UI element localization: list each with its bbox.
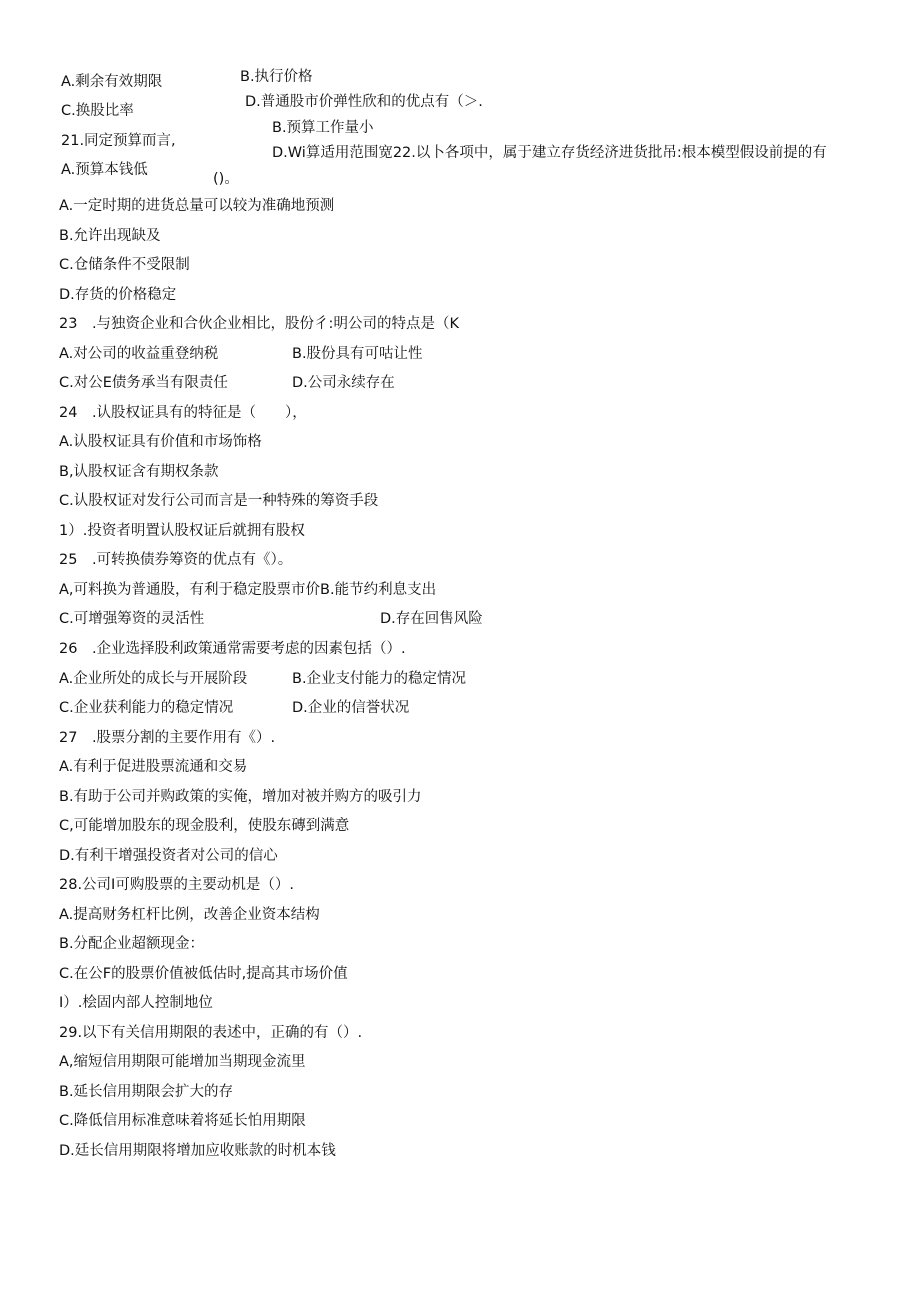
q22-option-d: D.存货的价格稳定 (59, 287, 177, 303)
q28-stem: 28.公司I可购股票的主要动机是（）. (59, 877, 294, 893)
q22-option-b: B.允许出现缺及 (59, 228, 161, 244)
q26-option-d: D.企业的信誉状况 (292, 700, 410, 716)
option-d-wide-scope-q22-stem: D.Wi算适用范围宽22.以卜各项中，属于建立存货经济进货批吊:根本模型假设前提的有 (272, 145, 827, 161)
q27-option-b: B.有助于公司并购政策的实俺，增加对被并购方的吸引力 (59, 789, 422, 805)
q24-stem: 24 .认股权证具有的特征是（ ）， (59, 405, 307, 421)
q25-option-ab: A,可料换为普通股，有利于稳定股票市价B.能节约利息支出 (59, 582, 437, 598)
q28-option-b: B.分配企业超额现金： (59, 936, 205, 952)
q25-option-d: D.存在回售风险 (380, 611, 483, 627)
q27-option-d: D.有利干增强投资者对公司的信心 (59, 848, 278, 864)
q25-stem: 25 .可转换债券筹资的优点有《）。 (59, 552, 293, 568)
q23-option-a: A.对公司的收益重登纳税 (59, 346, 219, 362)
q28-option-a: A.提高财务杠杆比例，改善企业资本结构 (59, 907, 320, 923)
q24-option-c: C.认股权证对发行公司而言是一种特殊的筹资手段 (59, 493, 379, 509)
q25-option-c: C.可增强筹资的灵活性 (59, 611, 205, 627)
option-b-workload: B.预算工作量小 (272, 120, 374, 136)
q28-option-d: I）.桧固内部人控制地位 (59, 995, 213, 1011)
q29-option-c: C.降低信用标准意味着将延长怕用期限 (59, 1113, 306, 1129)
q24-option-a: A.认股权证具有价值和市场饰格 (59, 434, 262, 450)
q24-option-b: B,认股权证含有期权条款 (59, 464, 219, 480)
q29-option-d: D.廷长信用期限将增加应收账款的时机本钱 (59, 1143, 336, 1159)
q23-option-c: C.对公E债务承当有限责任 (59, 375, 228, 391)
option-c-conversion-ratio: C.换股比率 (61, 103, 134, 119)
q22-option-a: A.一定时期的进货总量可以较为准确地预测 (59, 198, 335, 214)
question-22-parenthesis: ()。 (213, 171, 239, 187)
option-d-stock-price: D.普通股市价弹性欣和的优点有（＞. (245, 94, 483, 110)
option-b-exercise-price: B.执行价格 (240, 69, 313, 85)
q27-option-c: C,可能增加股东的现金股利，使股东磚到满意 (59, 818, 350, 834)
q23-option-d: D.公司永续存在 (292, 375, 395, 391)
q26-option-c: C.企业获利能力的稳定情况 (59, 700, 234, 716)
q29-stem: 29.以下有关信用期限的表述中，正确的有（）. (59, 1025, 363, 1041)
q24-option-d: 1）.投资者明置认股权证后就拥有股权 (59, 523, 305, 539)
q27-stem: 27 .股票分割的主要作用有《）. (59, 730, 276, 746)
option-a-low-cost: A.预算本钱低 (61, 162, 148, 178)
q27-option-a: A.有利于促进股票流通和交易 (59, 759, 248, 775)
q29-option-a: A,缩短信用期限可能增加当期现金流里 (59, 1054, 306, 1070)
q28-option-c: C.在公F的股票价值被低估时,提高其市场价值 (59, 966, 348, 982)
q22-option-c: C.仓储条件不受限制 (59, 257, 190, 273)
q26-stem: 26 .企业选择股利政策通常需要考虑的因素包括（）. (59, 641, 406, 657)
q26-option-a: A.企业所处的成长与开展阶段 (59, 671, 248, 687)
q26-option-b: B.企业支付能力的稳定情况 (292, 671, 467, 687)
q23-stem: 23 .与独资企业和合伙企业相比，股份彳:明公司的特点是（K (59, 316, 459, 332)
q23-option-b: B.股份具有可咕让性 (292, 346, 423, 362)
question-21-stem: 21.同定预算而言, (61, 133, 176, 149)
q29-option-b: B.延长信用期限会扩大的存 (59, 1084, 234, 1100)
option-a-remaining-term: A.剩余有效期限 (61, 74, 163, 90)
